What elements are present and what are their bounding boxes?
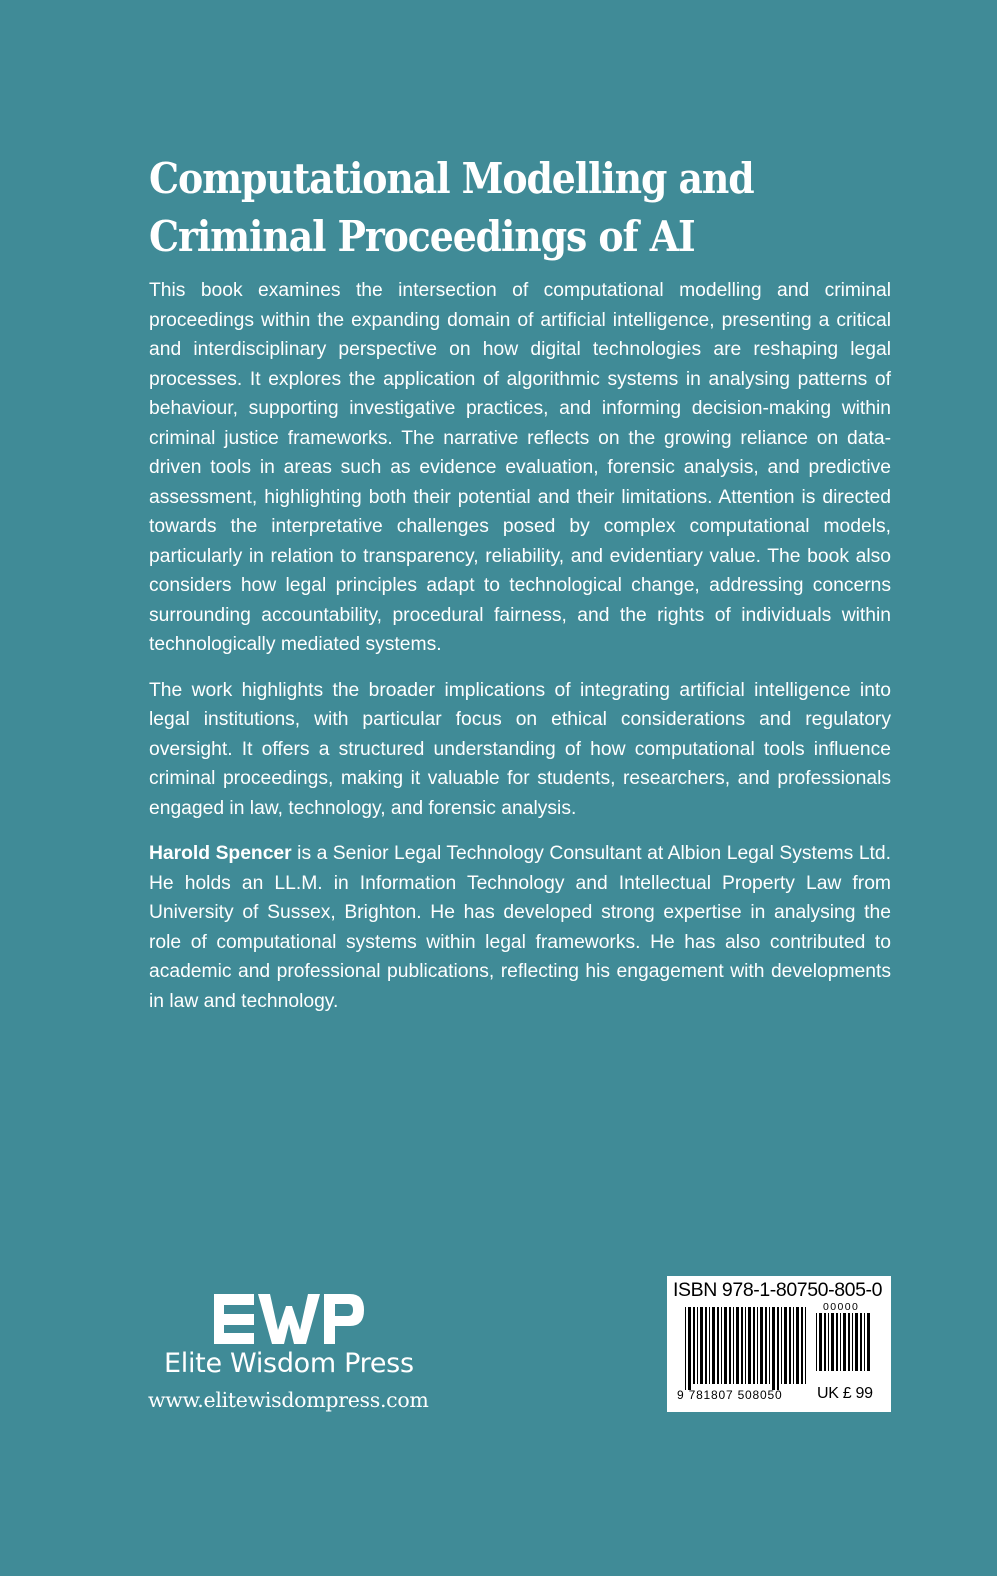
barcode-bar (828, 1313, 829, 1371)
barcode-bar (741, 1307, 743, 1384)
barcode-bar (824, 1313, 826, 1371)
barcode-bar (745, 1307, 746, 1384)
barcode-bar (805, 1307, 806, 1384)
barcode-bar (688, 1307, 691, 1390)
barcode-bar (852, 1313, 853, 1371)
barcode-bar (693, 1307, 695, 1384)
barcode-bar (765, 1307, 767, 1384)
publisher-name: Elite Wisdom Press (164, 1348, 414, 1379)
barcode-bar (789, 1307, 791, 1384)
price-label: UK £ 99 (817, 1385, 873, 1402)
barcode-bar (781, 1307, 782, 1384)
barcode-bar (700, 1307, 703, 1384)
barcode-bar (760, 1307, 763, 1384)
barcode-addon-digits: 00000 (823, 1301, 860, 1313)
barcode-bars (685, 1307, 807, 1390)
barcode-bar (685, 1307, 686, 1390)
barcode-bar (796, 1307, 799, 1384)
barcode-bar (729, 1307, 731, 1384)
barcode-bar (793, 1307, 794, 1384)
barcode-bar (816, 1313, 817, 1371)
barcode-bar (784, 1307, 787, 1384)
author-name: Harold Spencer (149, 843, 292, 864)
ewp-logo-icon (214, 1294, 364, 1344)
barcode-bar (705, 1307, 707, 1384)
barcode-bar (801, 1307, 803, 1384)
barcode-bar (848, 1313, 850, 1371)
barcode-bar (757, 1307, 758, 1384)
barcode-bar (831, 1313, 834, 1371)
barcode-bar (843, 1313, 846, 1371)
barcode-bar (777, 1307, 779, 1390)
barcode-bar (753, 1307, 755, 1384)
barcode-bar (733, 1307, 734, 1384)
blurb-paragraph-2: The work highlights the broader implications of integrating artificial intelligence into legal institutions, with particular focus on ethical considerations and regulatory oversight. It offers a structured understanding of how computational tools influence criminal proceedings, making it valuable for students, researchers, and professionals engaged in law, technology, and forensic analysis. (149, 679, 891, 819)
author-bio (149, 839, 891, 1016)
barcode-bar (864, 1313, 865, 1371)
book-title-line-2: Criminal Proceedings of AI (149, 212, 695, 261)
barcode-bar (819, 1313, 822, 1371)
barcode-bar (709, 1307, 710, 1384)
isbn-barcode (667, 1276, 891, 1412)
barcode-bar (836, 1313, 838, 1371)
author-bio-text: is a Senior Legal Technology Consultant at Albion Legal Systems Ltd. He holds an LL.M. in Information Technology and Intellectual Property Law from University of Sussex, Brighton. He has developed strong expertise in analysing the role of computational systems within legal frameworks. He has also contributed to academic and professional publications, reflecting his engagement with developments in law and technology. (149, 843, 891, 1012)
barcode-digits: 9 781807 508050 (677, 1388, 783, 1402)
barcode-bar (697, 1307, 698, 1384)
barcode-bar (721, 1307, 722, 1384)
barcode-bar (867, 1313, 870, 1371)
barcode-bar (855, 1313, 858, 1371)
barcode-bar (748, 1307, 751, 1384)
blurb (149, 276, 891, 1032)
barcode-bar (712, 1307, 715, 1384)
isbn-label: ISBN 978-1-80750-805-0 (673, 1279, 883, 1301)
barcode-bar (736, 1307, 739, 1384)
barcode-bar (717, 1307, 719, 1384)
book-title-line-1: Computational Modelling and (149, 154, 754, 203)
barcode-bar (772, 1307, 775, 1390)
barcode-bar (840, 1313, 841, 1371)
publisher-logo (148, 1290, 438, 1420)
barcode-addon-bars (816, 1313, 873, 1377)
barcode-bar (769, 1307, 770, 1384)
publisher-url: www.elitewisdompress.com (148, 1388, 429, 1412)
book-title (149, 150, 797, 266)
barcode-bar (724, 1307, 727, 1384)
blurb-paragraph-1: This book examines the intersection of computational modelling and criminal proceedings within the expanding domain of artificial intelligence, presenting a critical and interdisciplinary perspective on how digital technologies are reshaping legal processes. It explores the application of algorithmic systems in analysing patterns of behaviour, supporting investigative practices, and informing decision-making within criminal justice frameworks. The narrative reflects on the growing reliance on data-driven tools in areas such as evidence evaluation, forensic analysis, and predictive assessment, highlighting both their potential and their limitations. Attention is directed towards the interpretative challenges posed by complex computational models, particularly in relation to transparency, reliability, and evidentiary value. The book also considers how legal principles adapt to technological change, addressing concerns surrounding accountability, procedural fairness, and the rights of individuals within technologically mediated systems. (149, 280, 891, 655)
barcode-bar (860, 1313, 862, 1371)
